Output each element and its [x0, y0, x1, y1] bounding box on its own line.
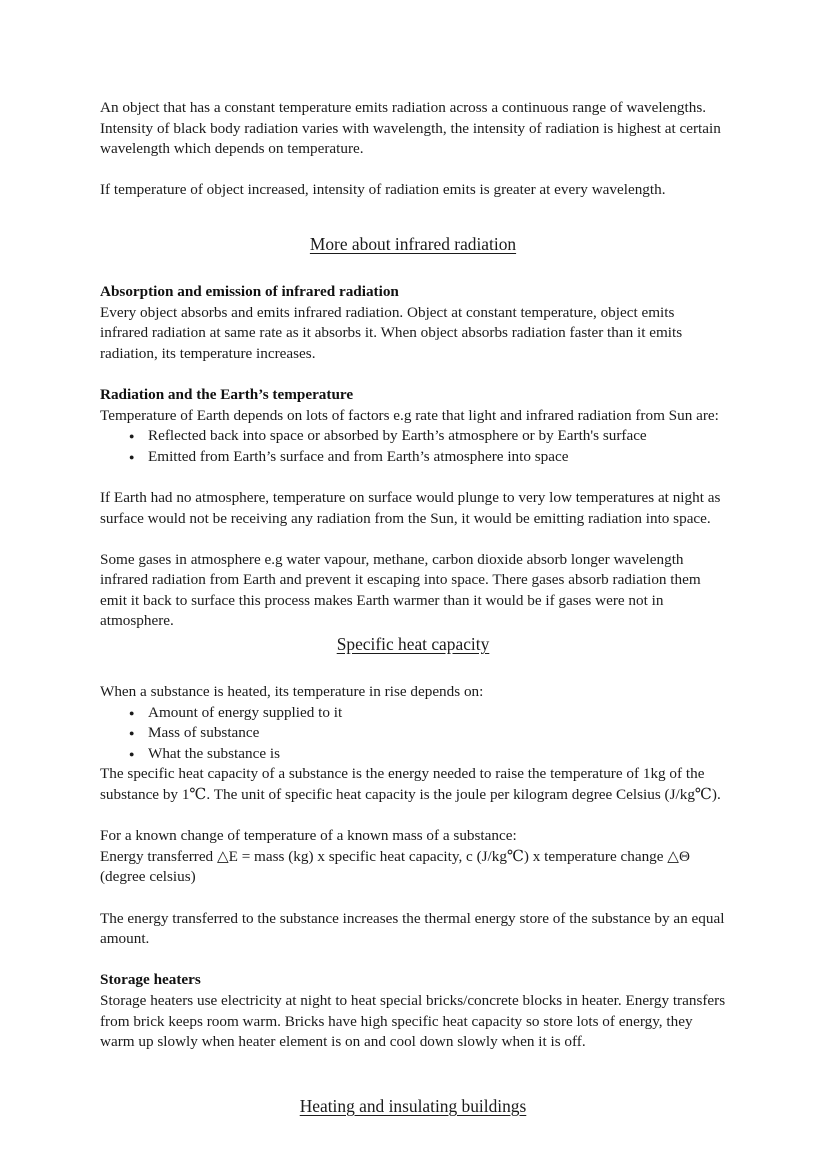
- heading-more-about-infrared: [100, 232, 726, 256]
- heading-spacer-bottom: [100, 656, 726, 682]
- heading-spacer-top: [100, 201, 726, 232]
- heading-spacer-extra: [100, 1084, 726, 1094]
- paragraph-shc-definition: The specific heat capacity of a substance is the energy needed to raise the temperature of 1kg of the substance by 1℃. The unit of specific heat capacity is the joule per kilogram degree Celsius (J/kg℃).: [100, 765, 721, 804]
- paragraph-storage-body: Storage heaters use electricity at night to heat special bricks/concrete blocks in heater. Energy transfers from brick keeps room warm. Bricks have high specific heat capacity so store lots of energy, they warm up slowly when heater element is on and cool down slowly when it is off.: [100, 991, 726, 1051]
- list-item: ● Reflected back into space or absorbed by Earth’s atmosphere or by Earth's surface: [100, 426, 726, 447]
- heading-spacer-bottom: [100, 256, 726, 282]
- paragraph-intro-2: If temperature of object increased, intensity of radiation emits is greater at every wavelength.: [100, 181, 666, 199]
- paragraph-spacer: [100, 806, 726, 827]
- heading-specific-heat-capacity-text: Specific heat capacity: [336, 634, 490, 655]
- paragraph-spacer: [100, 160, 726, 181]
- paragraph-spacer: [100, 364, 726, 385]
- shc-bullet-list: [100, 703, 726, 765]
- paragraph-intro-1: An object that has a constant temperature emits radiation across a continuous range of wavelengths. Intensity of black body radiation varies with wavelength, the intensity of radiation is highest at certain wavelength which depends on temperature.: [100, 99, 721, 158]
- list-item: ● Amount of energy supplied to it: [100, 703, 726, 724]
- paragraph-energy-equation: Energy transferred △E = mass (kg) x specific heat capacity, c (J/kg℃) x temperature change △Θ (degree celsius): [100, 847, 690, 886]
- heading-heating-insulating-text: Heating and insulating buildings: [299, 1095, 527, 1116]
- paragraph-spacer: [100, 467, 726, 488]
- paragraph-energy-increase: The energy transferred to the substance increases the thermal energy store of the substance by an equal amount.: [100, 909, 725, 948]
- paragraph-no-atmosphere: If Earth had no atmosphere, temperature on surface would plunge to very low temperatures at night as surface would not be receiving any radiation from the Sun, it would be emitting radiation into space.: [100, 488, 721, 527]
- paragraph-absorption-body: Every object absorbs and emits infrared radiation. Object at constant temperature, object emits infrared radiation at same rate as it absorbs it. When object absorbs radiation faster than it emits radiation, its temperature increases.: [100, 303, 683, 362]
- heading-spacer-top: [100, 1053, 726, 1084]
- list-item: ● What the substance is: [100, 744, 726, 765]
- heading-more-about-infrared-text: More about infrared radiation: [309, 233, 517, 254]
- document-body: [100, 98, 726, 1118]
- subheading-absorption: Absorption and emission of infrared radiation: [100, 282, 399, 300]
- list-item: ● Mass of substance: [100, 723, 726, 744]
- heading-specific-heat-capacity: [100, 632, 726, 656]
- list-item: ● Emitted from Earth’s surface and from Earth’s atmosphere into space: [100, 447, 726, 468]
- earth-bullet-list: [100, 426, 726, 467]
- heading-heating-insulating: [100, 1094, 726, 1118]
- subheading-storage-heaters: Storage heaters: [100, 971, 201, 989]
- paragraph-known-change: For a known change of temperature of a known mass of a substance:: [100, 827, 517, 845]
- subheading-radiation-earth: Radiation and the Earth’s temperature: [100, 385, 354, 403]
- paragraph-earth-intro: Temperature of Earth depends on lots of factors e.g rate that light and infrared radiation from Sun are:: [100, 406, 719, 424]
- paragraph-spacer: [100, 529, 726, 550]
- paragraph-spacer: [100, 888, 726, 909]
- paragraph-shc-intro: When a substance is heated, its temperature in rise depends on:: [100, 683, 484, 701]
- paragraph-greenhouse-gases: Some gases in atmosphere e.g water vapour, methane, carbon dioxide absorb longer wavelength infrared radiation from Earth and prevent it escaping into space. There gases absorb radiation them emit it back to surface this process makes Earth warmer than it would be if gases were not in atmosphere.: [100, 550, 701, 630]
- paragraph-spacer: [100, 950, 726, 971]
